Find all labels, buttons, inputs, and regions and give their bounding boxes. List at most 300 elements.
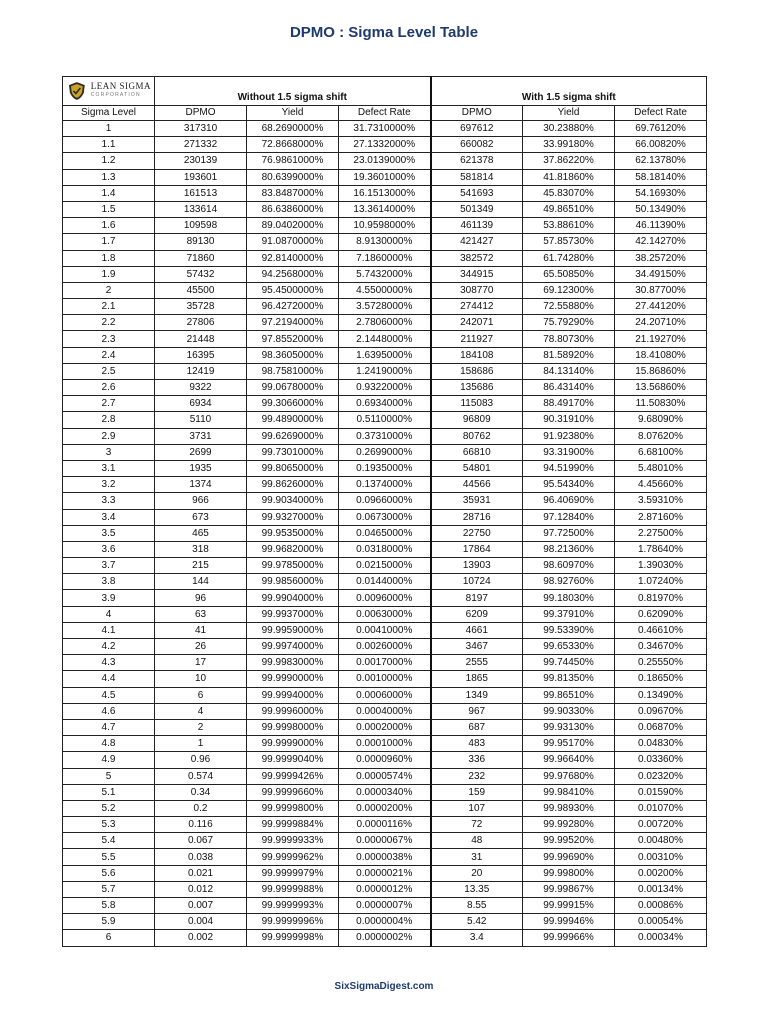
- table-row: [63, 121, 707, 137]
- table-row: [63, 639, 707, 655]
- col-dpmo: DPMO: [155, 106, 247, 121]
- cell-defect-rate: 3.5728000%: [339, 299, 431, 315]
- cell-dpmo: 673: [155, 509, 247, 525]
- cell-sigma-level: 2: [63, 282, 155, 298]
- cell-yield: 91.0870000%: [247, 234, 339, 250]
- cell-yield: 99.9990000%: [247, 671, 339, 687]
- table-row: [63, 719, 707, 735]
- cell-yield-shift: 99.99966%: [523, 930, 615, 946]
- cell-yield-shift: 95.54340%: [523, 477, 615, 493]
- cell-yield: 99.3066000%: [247, 396, 339, 412]
- group-header-row: [63, 77, 707, 106]
- cell-dpmo-shift: 501349: [431, 201, 523, 217]
- cell-defect-rate: 2.1448000%: [339, 331, 431, 347]
- table-row: [63, 347, 707, 363]
- cell-yield: 99.9785000%: [247, 558, 339, 574]
- cell-yield: 99.9937000%: [247, 606, 339, 622]
- cell-yield-shift: 72.55880%: [523, 299, 615, 315]
- cell-defect-rate-shift: 0.00086%: [615, 898, 707, 914]
- cell-defect-rate-shift: 2.87160%: [615, 509, 707, 525]
- cell-dpmo-shift: 20: [431, 865, 523, 881]
- cell-yield-shift: 99.81350%: [523, 671, 615, 687]
- cell-dpmo-shift: 13903: [431, 558, 523, 574]
- cell-defect-rate: 1.6395000%: [339, 347, 431, 363]
- cell-dpmo-shift: 2555: [431, 655, 523, 671]
- cell-yield: 99.7301000%: [247, 444, 339, 460]
- cell-defect-rate-shift: 5.48010%: [615, 460, 707, 476]
- cell-dpmo-shift: 967: [431, 703, 523, 719]
- cell-dpmo: 6: [155, 687, 247, 703]
- cell-dpmo-shift: 13.35: [431, 881, 523, 897]
- cell-yield-shift: 98.21360%: [523, 541, 615, 557]
- cell-defect-rate-shift: 0.00480%: [615, 833, 707, 849]
- cell-defect-rate-shift: 0.25550%: [615, 655, 707, 671]
- cell-yield: 99.6269000%: [247, 428, 339, 444]
- cell-yield: 99.0678000%: [247, 380, 339, 396]
- table-row: [63, 558, 707, 574]
- cell-yield: 99.9994000%: [247, 687, 339, 703]
- table-row: [63, 525, 707, 541]
- cell-dpmo-shift: 107: [431, 800, 523, 816]
- cell-yield-shift: 99.93130%: [523, 719, 615, 735]
- cell-yield: 94.2568000%: [247, 266, 339, 282]
- cell-defect-rate-shift: 46.11390%: [615, 218, 707, 234]
- cell-yield-shift: 98.60970%: [523, 558, 615, 574]
- cell-dpmo: 0.2: [155, 800, 247, 816]
- col-sigma-level: Sigma Level: [63, 106, 155, 121]
- cell-yield: 98.7581000%: [247, 363, 339, 379]
- cell-yield-shift: 94.51990%: [523, 460, 615, 476]
- cell-yield-shift: 93.31900%: [523, 444, 615, 460]
- table-row: [63, 914, 707, 930]
- cell-sigma-level: 1.9: [63, 266, 155, 282]
- logo-cell: [63, 77, 155, 106]
- cell-defect-rate: 31.7310000%: [339, 121, 431, 137]
- cell-defect-rate: 0.0000200%: [339, 800, 431, 816]
- cell-defect-rate: 0.0000038%: [339, 849, 431, 865]
- cell-yield-shift: 88.49170%: [523, 396, 615, 412]
- cell-defect-rate: 0.0000574%: [339, 768, 431, 784]
- cell-dpmo-shift: 274412: [431, 299, 523, 315]
- cell-yield: 76.9861000%: [247, 153, 339, 169]
- cell-defect-rate-shift: 0.01590%: [615, 784, 707, 800]
- cell-yield: 99.9999979%: [247, 865, 339, 881]
- cell-dpmo: 71860: [155, 250, 247, 266]
- cell-defect-rate-shift: 0.00200%: [615, 865, 707, 881]
- cell-dpmo: 1: [155, 736, 247, 752]
- cell-yield-shift: 45.83070%: [523, 185, 615, 201]
- cell-dpmo: 318: [155, 541, 247, 557]
- cell-sigma-level: 1.6: [63, 218, 155, 234]
- cell-sigma-level: 3.1: [63, 460, 155, 476]
- cell-dpmo-shift: 10724: [431, 574, 523, 590]
- cell-dpmo-shift: 621378: [431, 153, 523, 169]
- cell-sigma-level: 3.7: [63, 558, 155, 574]
- cell-sigma-level: 1.5: [63, 201, 155, 217]
- cell-defect-rate: 0.1374000%: [339, 477, 431, 493]
- cell-defect-rate: 1.2419000%: [339, 363, 431, 379]
- cell-defect-rate-shift: 0.62090%: [615, 606, 707, 622]
- cell-dpmo: 0.038: [155, 849, 247, 865]
- cell-yield: 99.9999996%: [247, 914, 339, 930]
- cell-defect-rate-shift: 0.09670%: [615, 703, 707, 719]
- cell-yield-shift: 30.23880%: [523, 121, 615, 137]
- cell-sigma-level: 4: [63, 606, 155, 622]
- cell-dpmo: 144: [155, 574, 247, 590]
- table-row: [63, 331, 707, 347]
- cell-yield: 99.9999962%: [247, 849, 339, 865]
- table-row: [63, 768, 707, 784]
- cell-dpmo: 4: [155, 703, 247, 719]
- cell-dpmo: 5110: [155, 412, 247, 428]
- col-defect-rate-shift: Defect Rate: [615, 106, 707, 121]
- cell-sigma-level: 3.6: [63, 541, 155, 557]
- cell-dpmo-shift: 687: [431, 719, 523, 735]
- cell-dpmo: 9322: [155, 380, 247, 396]
- cell-yield-shift: 69.12300%: [523, 282, 615, 298]
- cell-yield-shift: 49.86510%: [523, 201, 615, 217]
- cell-defect-rate-shift: 0.01070%: [615, 800, 707, 816]
- table-row: [63, 509, 707, 525]
- cell-defect-rate-shift: 1.39030%: [615, 558, 707, 574]
- cell-dpmo-shift: 22750: [431, 525, 523, 541]
- cell-yield-shift: 99.99915%: [523, 898, 615, 914]
- cell-dpmo: 193601: [155, 169, 247, 185]
- table-row: [63, 169, 707, 185]
- cell-defect-rate-shift: 1.78640%: [615, 541, 707, 557]
- cell-dpmo-shift: 3.4: [431, 930, 523, 946]
- cell-yield: 99.9682000%: [247, 541, 339, 557]
- cell-yield-shift: 99.86510%: [523, 687, 615, 703]
- cell-dpmo-shift: 5.42: [431, 914, 523, 930]
- cell-defect-rate: 0.0000012%: [339, 881, 431, 897]
- cell-defect-rate: 0.0002000%: [339, 719, 431, 735]
- cell-dpmo: 27806: [155, 315, 247, 331]
- table-row: [63, 833, 707, 849]
- cell-sigma-level: 4.3: [63, 655, 155, 671]
- table-row: [63, 687, 707, 703]
- cell-defect-rate: 5.7432000%: [339, 266, 431, 282]
- cell-yield: 72.8668000%: [247, 137, 339, 153]
- cell-yield: 97.2194000%: [247, 315, 339, 331]
- cell-yield-shift: 99.90330%: [523, 703, 615, 719]
- cell-dpmo-shift: 483: [431, 736, 523, 752]
- cell-defect-rate-shift: 4.45660%: [615, 477, 707, 493]
- cell-defect-rate-shift: 0.00720%: [615, 817, 707, 833]
- cell-defect-rate-shift: 50.13490%: [615, 201, 707, 217]
- table-row: [63, 412, 707, 428]
- table-row: [63, 282, 707, 298]
- cell-dpmo: 1935: [155, 460, 247, 476]
- logo-name: LEAN SIGMA: [90, 81, 151, 91]
- cell-defect-rate: 0.0041000%: [339, 622, 431, 638]
- cell-sigma-level: 3: [63, 444, 155, 460]
- cell-sigma-level: 5.1: [63, 784, 155, 800]
- cell-yield: 99.9999040%: [247, 752, 339, 768]
- cell-yield: 99.9999933%: [247, 833, 339, 849]
- cell-sigma-level: 3.8: [63, 574, 155, 590]
- cell-yield-shift: 99.53390%: [523, 622, 615, 638]
- cell-sigma-level: 4.4: [63, 671, 155, 687]
- cell-dpmo-shift: 697612: [431, 121, 523, 137]
- cell-dpmo-shift: 28716: [431, 509, 523, 525]
- cell-dpmo-shift: 158686: [431, 363, 523, 379]
- cell-yield-shift: 99.37910%: [523, 606, 615, 622]
- cell-yield-shift: 84.13140%: [523, 363, 615, 379]
- cell-sigma-level: 2.8: [63, 412, 155, 428]
- cell-sigma-level: 5.6: [63, 865, 155, 881]
- footer-site: SixSigmaDigest.com: [334, 981, 434, 992]
- cell-dpmo: 0.002: [155, 930, 247, 946]
- table-row: [63, 881, 707, 897]
- cell-defect-rate-shift: 42.14270%: [615, 234, 707, 250]
- cell-defect-rate: 0.0000340%: [339, 784, 431, 800]
- cell-dpmo-shift: 461139: [431, 218, 523, 234]
- cell-dpmo-shift: 8197: [431, 590, 523, 606]
- cell-yield: 96.4272000%: [247, 299, 339, 315]
- cell-dpmo-shift: 308770: [431, 282, 523, 298]
- cell-dpmo: 12419: [155, 363, 247, 379]
- cell-dpmo: 3731: [155, 428, 247, 444]
- cell-defect-rate: 0.0026000%: [339, 639, 431, 655]
- cell-defect-rate: 0.0004000%: [339, 703, 431, 719]
- cell-dpmo: 6934: [155, 396, 247, 412]
- sigma-level-table: [62, 76, 707, 947]
- table-row: [63, 622, 707, 638]
- cell-yield: 99.9999660%: [247, 784, 339, 800]
- cell-dpmo-shift: 8.55: [431, 898, 523, 914]
- cell-sigma-level: 1.1: [63, 137, 155, 153]
- cell-yield: 98.3605000%: [247, 347, 339, 363]
- cell-dpmo-shift: 3467: [431, 639, 523, 655]
- cell-defect-rate: 0.0006000%: [339, 687, 431, 703]
- cell-yield-shift: 41.81860%: [523, 169, 615, 185]
- cell-yield: 83.8487000%: [247, 185, 339, 201]
- cell-sigma-level: 1: [63, 121, 155, 137]
- cell-defect-rate-shift: 0.00134%: [615, 881, 707, 897]
- col-yield: Yield: [247, 106, 339, 121]
- cell-dpmo: 109598: [155, 218, 247, 234]
- cell-yield: 99.8065000%: [247, 460, 339, 476]
- table-row: [63, 849, 707, 865]
- cell-defect-rate: 8.9130000%: [339, 234, 431, 250]
- cell-defect-rate: 0.0000067%: [339, 833, 431, 849]
- cell-defect-rate: 7.1860000%: [339, 250, 431, 266]
- cell-yield-shift: 99.97680%: [523, 768, 615, 784]
- cell-defect-rate: 27.1332000%: [339, 137, 431, 153]
- cell-dpmo-shift: 581814: [431, 169, 523, 185]
- cell-sigma-level: 4.1: [63, 622, 155, 638]
- cell-yield: 99.9999993%: [247, 898, 339, 914]
- cell-defect-rate-shift: 8.07620%: [615, 428, 707, 444]
- cell-dpmo-shift: 1349: [431, 687, 523, 703]
- table-row: [63, 460, 707, 476]
- cell-yield-shift: 65.50850%: [523, 266, 615, 282]
- cell-defect-rate-shift: 24.20710%: [615, 315, 707, 331]
- cell-defect-rate-shift: 3.59310%: [615, 493, 707, 509]
- cell-defect-rate-shift: 0.00034%: [615, 930, 707, 946]
- table-row: [63, 234, 707, 250]
- column-header-row: [63, 106, 707, 121]
- cell-dpmo: 0.574: [155, 768, 247, 784]
- cell-yield-shift: 97.12840%: [523, 509, 615, 525]
- cell-defect-rate-shift: 0.18650%: [615, 671, 707, 687]
- cell-defect-rate-shift: 0.34670%: [615, 639, 707, 655]
- cell-yield-shift: 96.40690%: [523, 493, 615, 509]
- cell-defect-rate-shift: 34.49150%: [615, 266, 707, 282]
- col-yield-shift: Yield: [523, 106, 615, 121]
- cell-yield: 95.4500000%: [247, 282, 339, 298]
- cell-defect-rate-shift: 58.18140%: [615, 169, 707, 185]
- cell-yield-shift: 90.31910%: [523, 412, 615, 428]
- cell-yield: 99.9974000%: [247, 639, 339, 655]
- cell-dpmo: 0.012: [155, 881, 247, 897]
- cell-dpmo: 161513: [155, 185, 247, 201]
- cell-sigma-level: 5: [63, 768, 155, 784]
- cell-yield-shift: 81.58920%: [523, 347, 615, 363]
- cell-defect-rate: 10.9598000%: [339, 218, 431, 234]
- cell-dpmo-shift: 48: [431, 833, 523, 849]
- cell-defect-rate: 0.0318000%: [339, 541, 431, 557]
- cell-defect-rate-shift: 1.07240%: [615, 574, 707, 590]
- group-with-shift: With 1.5 sigma shift: [431, 77, 707, 106]
- cell-defect-rate-shift: 11.50830%: [615, 396, 707, 412]
- cell-yield: 80.6399000%: [247, 169, 339, 185]
- cell-yield-shift: 99.99280%: [523, 817, 615, 833]
- cell-dpmo-shift: 6209: [431, 606, 523, 622]
- table-row: [63, 493, 707, 509]
- table-body: [63, 121, 707, 947]
- cell-sigma-level: 2.2: [63, 315, 155, 331]
- cell-defect-rate: 2.7806000%: [339, 315, 431, 331]
- cell-dpmo: 0.007: [155, 898, 247, 914]
- cell-defect-rate: 0.9322000%: [339, 380, 431, 396]
- cell-dpmo-shift: 232: [431, 768, 523, 784]
- cell-defect-rate: 0.0001000%: [339, 736, 431, 752]
- cell-dpmo-shift: 66810: [431, 444, 523, 460]
- cell-sigma-level: 1.4: [63, 185, 155, 201]
- lean-sigma-logo: [66, 81, 151, 101]
- cell-dpmo-shift: 80762: [431, 428, 523, 444]
- cell-dpmo: 0.067: [155, 833, 247, 849]
- shield-icon: [68, 81, 86, 101]
- table-row: [63, 736, 707, 752]
- cell-sigma-level: 5.8: [63, 898, 155, 914]
- cell-yield: 99.9999998%: [247, 930, 339, 946]
- table-row: [63, 655, 707, 671]
- cell-yield: 99.9999000%: [247, 736, 339, 752]
- table-row: [63, 930, 707, 946]
- cell-sigma-level: 4.7: [63, 719, 155, 735]
- cell-dpmo-shift: 184108: [431, 347, 523, 363]
- cell-sigma-level: 5.7: [63, 881, 155, 897]
- cell-defect-rate-shift: 30.87700%: [615, 282, 707, 298]
- cell-yield-shift: 86.43140%: [523, 380, 615, 396]
- cell-yield: 99.9999988%: [247, 881, 339, 897]
- cell-dpmo: 230139: [155, 153, 247, 169]
- cell-dpmo: 96: [155, 590, 247, 606]
- cell-defect-rate: 0.0673000%: [339, 509, 431, 525]
- cell-dpmo-shift: 115083: [431, 396, 523, 412]
- cell-dpmo-shift: 96809: [431, 412, 523, 428]
- cell-defect-rate: 4.5500000%: [339, 282, 431, 298]
- cell-defect-rate-shift: 2.27500%: [615, 525, 707, 541]
- cell-sigma-level: 5.4: [63, 833, 155, 849]
- cell-dpmo: 0.96: [155, 752, 247, 768]
- cell-yield-shift: 97.72500%: [523, 525, 615, 541]
- cell-dpmo-shift: 660082: [431, 137, 523, 153]
- cell-dpmo: 215: [155, 558, 247, 574]
- cell-yield: 99.9983000%: [247, 655, 339, 671]
- cell-yield: 99.9034000%: [247, 493, 339, 509]
- cell-defect-rate: 13.3614000%: [339, 201, 431, 217]
- cell-defect-rate: 19.3601000%: [339, 169, 431, 185]
- table-row: [63, 137, 707, 153]
- logo-subtitle: CORPORATION: [90, 92, 141, 98]
- cell-defect-rate: 16.1513000%: [339, 185, 431, 201]
- cell-sigma-level: 2.5: [63, 363, 155, 379]
- cell-dpmo: 89130: [155, 234, 247, 250]
- cell-yield: 99.9535000%: [247, 525, 339, 541]
- table-row: [63, 784, 707, 800]
- cell-yield-shift: 99.74450%: [523, 655, 615, 671]
- cell-defect-rate: 0.0096000%: [339, 590, 431, 606]
- cell-yield: 97.8552000%: [247, 331, 339, 347]
- cell-defect-rate-shift: 0.03360%: [615, 752, 707, 768]
- cell-defect-rate: 23.0139000%: [339, 153, 431, 169]
- table-row: [63, 606, 707, 622]
- cell-sigma-level: 1.2: [63, 153, 155, 169]
- cell-yield: 99.4890000%: [247, 412, 339, 428]
- cell-defect-rate: 0.0017000%: [339, 655, 431, 671]
- cell-sigma-level: 6: [63, 930, 155, 946]
- cell-defect-rate: 0.1935000%: [339, 460, 431, 476]
- cell-defect-rate: 0.0465000%: [339, 525, 431, 541]
- cell-dpmo-shift: 44566: [431, 477, 523, 493]
- col-dpmo-shift: DPMO: [431, 106, 523, 121]
- cell-defect-rate-shift: 0.04830%: [615, 736, 707, 752]
- cell-defect-rate-shift: 69.76120%: [615, 121, 707, 137]
- cell-yield-shift: 78.80730%: [523, 331, 615, 347]
- cell-defect-rate: 0.6934000%: [339, 396, 431, 412]
- cell-sigma-level: 4.5: [63, 687, 155, 703]
- cell-sigma-level: 3.5: [63, 525, 155, 541]
- cell-defect-rate: 0.5110000%: [339, 412, 431, 428]
- cell-defect-rate-shift: 62.13780%: [615, 153, 707, 169]
- cell-dpmo: 57432: [155, 266, 247, 282]
- table-row: [63, 201, 707, 217]
- cell-yield-shift: 99.99946%: [523, 914, 615, 930]
- cell-yield-shift: 99.98930%: [523, 800, 615, 816]
- cell-yield: 99.9327000%: [247, 509, 339, 525]
- cell-yield-shift: 99.99520%: [523, 833, 615, 849]
- cell-dpmo-shift: 344915: [431, 266, 523, 282]
- cell-sigma-level: 5.3: [63, 817, 155, 833]
- table-row: [63, 865, 707, 881]
- cell-sigma-level: 4.2: [63, 639, 155, 655]
- cell-dpmo: 35728: [155, 299, 247, 315]
- cell-defect-rate-shift: 38.25720%: [615, 250, 707, 266]
- cell-dpmo: 2: [155, 719, 247, 735]
- cell-sigma-level: 3.4: [63, 509, 155, 525]
- cell-yield-shift: 99.96640%: [523, 752, 615, 768]
- cell-sigma-level: 2.3: [63, 331, 155, 347]
- cell-dpmo-shift: 72: [431, 817, 523, 833]
- cell-yield: 99.9856000%: [247, 574, 339, 590]
- cell-dpmo-shift: 336: [431, 752, 523, 768]
- cell-defect-rate-shift: 21.19270%: [615, 331, 707, 347]
- cell-defect-rate: 0.0000007%: [339, 898, 431, 914]
